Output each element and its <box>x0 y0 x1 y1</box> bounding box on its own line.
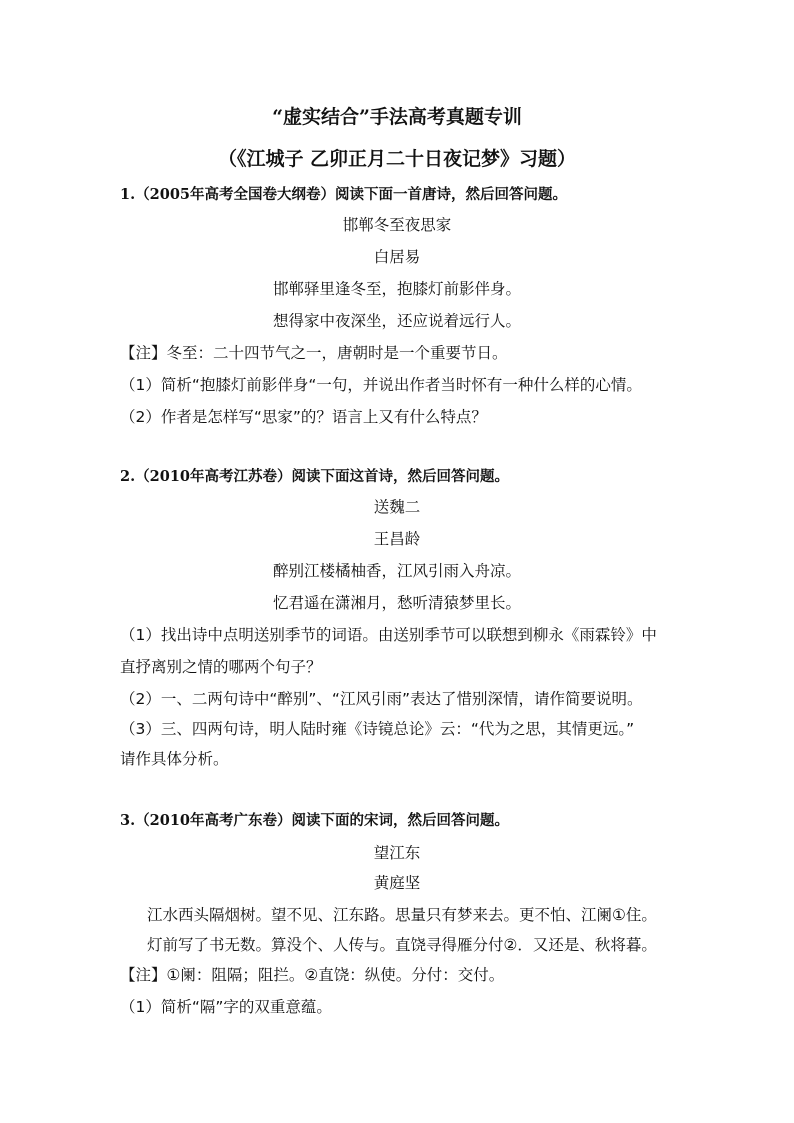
sub-question: （3）三、四两句诗，明人陆时雍《诗镜总论》云：“代为之思，其情更远。” <box>120 720 635 738</box>
poem-line: 江水西头隔烟树。望不见、江东路。思量只有梦来去。更不怕、江阑①住。 <box>147 906 657 924</box>
poem-line: 忆君遥在潇湘月，愁听清猿梦里长。 <box>272 594 521 612</box>
sub-question: （2）作者是怎样写“思家”的？语言上又有什么特点？ <box>120 408 487 426</box>
sub-question: （1）简析“抱膝灯前影伴身“一句，并说出作者当时怀有一种什么样的心情。 <box>120 376 642 394</box>
poem-note: 【注】冬至：二十四节气之一，唐朝时是一个重要节日。 <box>120 344 508 362</box>
poem-title: 送魏二 <box>373 498 421 516</box>
poem-title: 望江东 <box>373 844 421 862</box>
question-heading: 1.（2005年高考全国卷大纲卷）阅读下面一首唐诗，然后回答问题。 <box>120 186 567 203</box>
poem-author: 黄庭坚 <box>373 874 421 892</box>
poem-title: 邯郸冬至夜思家 <box>342 216 452 234</box>
sub-question: （1）简析“隔”字的双重意蕴。 <box>120 998 332 1016</box>
poem-author: 白居易 <box>373 248 421 266</box>
sub-question: （1）找出诗中点明送别季节的词语。由送别季节可以联想到柳永《雨霖铃》中 <box>120 626 657 644</box>
poem-line: 醉别江楼橘柚香，江风引雨入舟凉。 <box>272 562 521 580</box>
sub-question-continued: 请作具体分析。 <box>120 750 229 768</box>
poem-line: 邯郸驿里逢冬至，抱膝灯前影伴身。 <box>272 280 521 298</box>
poem-author: 王昌龄 <box>373 530 421 548</box>
sub-question-continued: 直抒离别之情的哪两个句子？ <box>120 658 322 676</box>
poem-note: 【注】①阑：阻隔；阻拦。②直饶：纵使。分付：交付。 <box>120 966 505 984</box>
question-heading: 2.（2010年高考江苏卷）阅读下面这首诗，然后回答问题。 <box>120 468 509 485</box>
poem-line: 想得家中夜深坐，还应说着远行人。 <box>272 312 521 330</box>
question-heading: 3.（2010年高考广东卷）阅读下面的宋词，然后回答问题。 <box>120 812 509 829</box>
document-title: “虚实结合”手法高考真题专训 <box>272 106 522 128</box>
document-subtitle: （《江城子 乙卯正月二十日夜记梦》习题） <box>217 148 577 170</box>
sub-question: （2）一、二两句诗中“醉别”、“江风引雨”表达了惜别深情，请作简要说明。 <box>120 690 643 708</box>
poem-line: 灯前写了书无数。算没个、人传与。直饶寻得雁分付②．又还是、秋将暮。 <box>147 936 657 954</box>
